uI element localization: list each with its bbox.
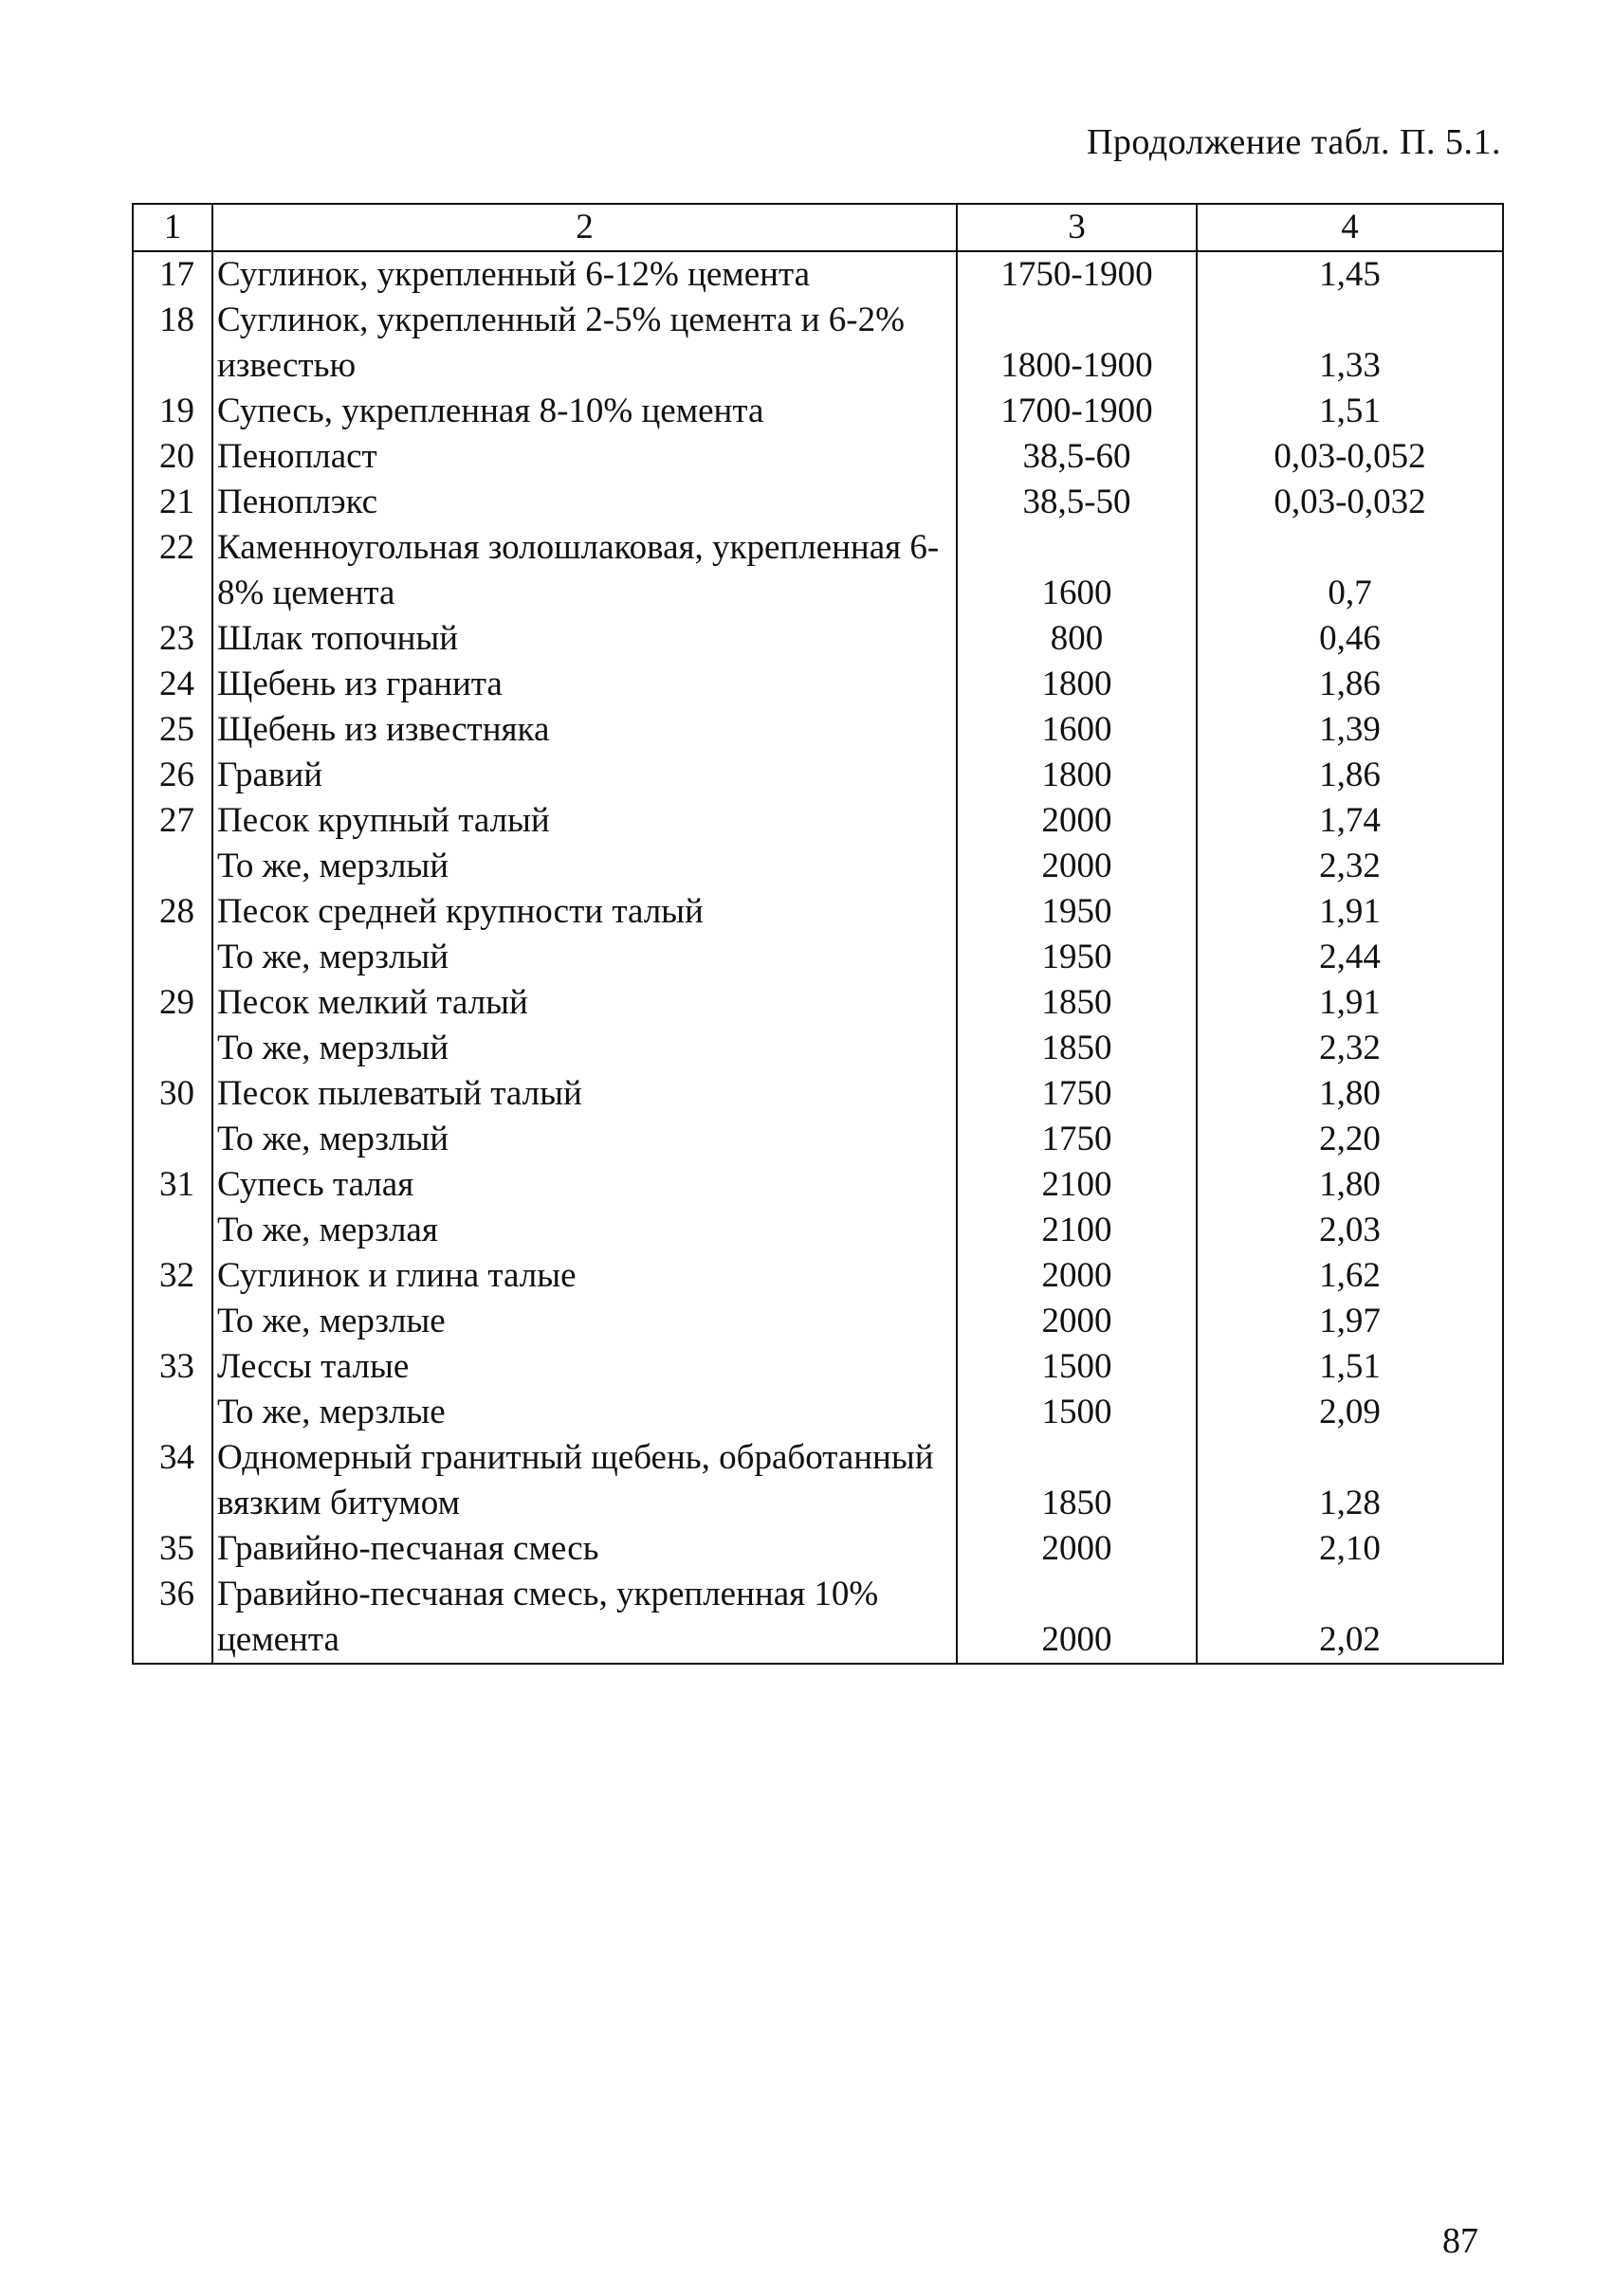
table-row bbox=[133, 251, 1503, 298]
table-row bbox=[133, 298, 1503, 389]
table-row bbox=[133, 844, 1503, 889]
row-number: 19 bbox=[133, 389, 212, 434]
conductivity-value: 2,02 bbox=[1197, 1572, 1503, 1664]
table-row bbox=[133, 980, 1503, 1026]
conductivity-value: 2,10 bbox=[1197, 1526, 1503, 1572]
conductivity-value: 1,45 bbox=[1197, 251, 1503, 298]
table-row bbox=[133, 1026, 1503, 1071]
table-row bbox=[133, 662, 1503, 707]
column-header-1: 1 bbox=[133, 204, 212, 251]
materials-table bbox=[132, 203, 1504, 1665]
density-value: 800 bbox=[957, 616, 1197, 662]
material-name: Пенопласт bbox=[212, 434, 957, 480]
row-number: 34 bbox=[133, 1435, 212, 1526]
conductivity-value: 0,46 bbox=[1197, 616, 1503, 662]
table-row bbox=[133, 1435, 1503, 1526]
conductivity-value: 2,44 bbox=[1197, 935, 1503, 980]
material-name: То же, мерзлые bbox=[212, 1299, 957, 1344]
row-number bbox=[133, 1299, 212, 1344]
row-number: 31 bbox=[133, 1162, 212, 1208]
row-number bbox=[133, 1026, 212, 1071]
material-name: Пеноплэкс bbox=[212, 480, 957, 525]
density-value: 2000 bbox=[957, 1526, 1197, 1572]
row-number: 28 bbox=[133, 889, 212, 935]
material-name: Одномерный гранитный щебень, обработанный вязким битумом bbox=[212, 1435, 957, 1526]
material-name: Песок крупный талый bbox=[212, 798, 957, 844]
density-value: 38,5-60 bbox=[957, 434, 1197, 480]
table-row bbox=[133, 935, 1503, 980]
conductivity-value: 1,51 bbox=[1197, 389, 1503, 434]
table-row bbox=[133, 1071, 1503, 1117]
material-name: Песок мелкий талый bbox=[212, 980, 957, 1026]
conductivity-value: 1,91 bbox=[1197, 889, 1503, 935]
material-name: Каменноугольная золошлаковая, укрепленная 6-8% цемента bbox=[212, 525, 957, 616]
conductivity-value: 1,80 bbox=[1197, 1071, 1503, 1117]
row-number: 20 bbox=[133, 434, 212, 480]
conductivity-value: 2,09 bbox=[1197, 1390, 1503, 1435]
material-name: Гравийно-песчаная смесь bbox=[212, 1526, 957, 1572]
row-number bbox=[133, 1117, 212, 1162]
density-value: 38,5-50 bbox=[957, 480, 1197, 525]
material-name: То же, мерзлая bbox=[212, 1208, 957, 1253]
density-value: 2000 bbox=[957, 798, 1197, 844]
conductivity-value: 1,51 bbox=[1197, 1344, 1503, 1390]
conductivity-value: 1,86 bbox=[1197, 662, 1503, 707]
density-value: 1800 bbox=[957, 662, 1197, 707]
density-value: 1750 bbox=[957, 1071, 1197, 1117]
conductivity-value: 1,86 bbox=[1197, 753, 1503, 798]
material-name: Супесь талая bbox=[212, 1162, 957, 1208]
table-body bbox=[133, 251, 1503, 1664]
conductivity-value: 1,80 bbox=[1197, 1162, 1503, 1208]
material-name: Супесь, укрепленная 8-10% цемента bbox=[212, 389, 957, 434]
material-name: Лессы талые bbox=[212, 1344, 957, 1390]
material-name: То же, мерзлый bbox=[212, 935, 957, 980]
column-header-2: 2 bbox=[212, 204, 957, 251]
conductivity-value: 1,97 bbox=[1197, 1299, 1503, 1344]
density-value: 2000 bbox=[957, 844, 1197, 889]
material-name: То же, мерзлый bbox=[212, 1026, 957, 1071]
table-caption: Продолжение табл. П. 5.1. bbox=[1086, 122, 1501, 162]
row-number: 18 bbox=[133, 298, 212, 389]
table-row bbox=[133, 480, 1503, 525]
density-value: 1950 bbox=[957, 889, 1197, 935]
table-row bbox=[133, 1117, 1503, 1162]
conductivity-value: 1,39 bbox=[1197, 707, 1503, 753]
table-row bbox=[133, 798, 1503, 844]
row-number: 29 bbox=[133, 980, 212, 1026]
density-value: 1850 bbox=[957, 1435, 1197, 1526]
row-number: 35 bbox=[133, 1526, 212, 1572]
row-number: 17 bbox=[133, 251, 212, 298]
table-row bbox=[133, 1253, 1503, 1299]
density-value: 1500 bbox=[957, 1344, 1197, 1390]
material-name: Суглинок, укрепленный 6-12% цемента bbox=[212, 251, 957, 298]
page-number: 87 bbox=[1442, 2221, 1478, 2261]
row-number: 22 bbox=[133, 525, 212, 616]
conductivity-value: 2,20 bbox=[1197, 1117, 1503, 1162]
row-number: 23 bbox=[133, 616, 212, 662]
table-row bbox=[133, 1390, 1503, 1435]
material-name: То же, мерзлый bbox=[212, 1117, 957, 1162]
density-value: 2000 bbox=[957, 1299, 1197, 1344]
density-value: 1700-1900 bbox=[957, 389, 1197, 434]
material-name: Суглинок и глина талые bbox=[212, 1253, 957, 1299]
density-value: 1750 bbox=[957, 1117, 1197, 1162]
row-number: 33 bbox=[133, 1344, 212, 1390]
table-row bbox=[133, 1344, 1503, 1390]
density-value: 1500 bbox=[957, 1390, 1197, 1435]
material-name: Песок пылеватый талый bbox=[212, 1071, 957, 1117]
table-row bbox=[133, 1162, 1503, 1208]
row-number: 21 bbox=[133, 480, 212, 525]
row-number: 30 bbox=[133, 1071, 212, 1117]
density-value: 2000 bbox=[957, 1572, 1197, 1664]
table-row bbox=[133, 434, 1503, 480]
table-row bbox=[133, 1572, 1503, 1664]
conductivity-value: 1,91 bbox=[1197, 980, 1503, 1026]
density-value: 1850 bbox=[957, 1026, 1197, 1071]
density-value: 1850 bbox=[957, 980, 1197, 1026]
conductivity-value: 0,03-0,052 bbox=[1197, 434, 1503, 480]
conductivity-value: 0,7 bbox=[1197, 525, 1503, 616]
conductivity-value: 0,03-0,032 bbox=[1197, 480, 1503, 525]
density-value: 1600 bbox=[957, 525, 1197, 616]
material-name: То же, мерзлый bbox=[212, 844, 957, 889]
column-header-4: 4 bbox=[1197, 204, 1503, 251]
density-value: 1750-1900 bbox=[957, 251, 1197, 298]
conductivity-value: 1,33 bbox=[1197, 298, 1503, 389]
conductivity-value: 2,03 bbox=[1197, 1208, 1503, 1253]
table-row bbox=[133, 1208, 1503, 1253]
density-value: 1800-1900 bbox=[957, 298, 1197, 389]
table-row bbox=[133, 616, 1503, 662]
table-row bbox=[133, 1299, 1503, 1344]
table-row bbox=[133, 1526, 1503, 1572]
density-value: 2100 bbox=[957, 1162, 1197, 1208]
row-number: 25 bbox=[133, 707, 212, 753]
conductivity-value: 2,32 bbox=[1197, 844, 1503, 889]
table-row bbox=[133, 753, 1503, 798]
row-number: 32 bbox=[133, 1253, 212, 1299]
density-value: 1950 bbox=[957, 935, 1197, 980]
conductivity-value: 2,32 bbox=[1197, 1026, 1503, 1071]
material-name: Шлак топочный bbox=[212, 616, 957, 662]
column-header-3: 3 bbox=[957, 204, 1197, 251]
row-number bbox=[133, 1208, 212, 1253]
material-name: Песок средней крупности талый bbox=[212, 889, 957, 935]
table-header-row bbox=[133, 204, 1503, 251]
material-name: То же, мерзлые bbox=[212, 1390, 957, 1435]
table-row bbox=[133, 707, 1503, 753]
conductivity-value: 1,74 bbox=[1197, 798, 1503, 844]
row-number bbox=[133, 935, 212, 980]
table-row bbox=[133, 389, 1503, 434]
conductivity-value: 1,28 bbox=[1197, 1435, 1503, 1526]
material-name: Гравийно-песчаная смесь, укрепленная 10% цемента bbox=[212, 1572, 957, 1664]
row-number bbox=[133, 1390, 212, 1435]
row-number: 24 bbox=[133, 662, 212, 707]
material-name: Гравий bbox=[212, 753, 957, 798]
row-number: 36 bbox=[133, 1572, 212, 1664]
density-value: 2000 bbox=[957, 1253, 1197, 1299]
conductivity-value: 1,62 bbox=[1197, 1253, 1503, 1299]
material-name: Суглинок, укрепленный 2-5% цемента и 6-2% известью bbox=[212, 298, 957, 389]
density-value: 1600 bbox=[957, 707, 1197, 753]
material-name: Щебень из известняка bbox=[212, 707, 957, 753]
row-number bbox=[133, 844, 212, 889]
density-value: 1800 bbox=[957, 753, 1197, 798]
table-row bbox=[133, 525, 1503, 616]
density-value: 2100 bbox=[957, 1208, 1197, 1253]
material-name: Щебень из гранита bbox=[212, 662, 957, 707]
table-row bbox=[133, 889, 1503, 935]
row-number: 27 bbox=[133, 798, 212, 844]
row-number: 26 bbox=[133, 753, 212, 798]
